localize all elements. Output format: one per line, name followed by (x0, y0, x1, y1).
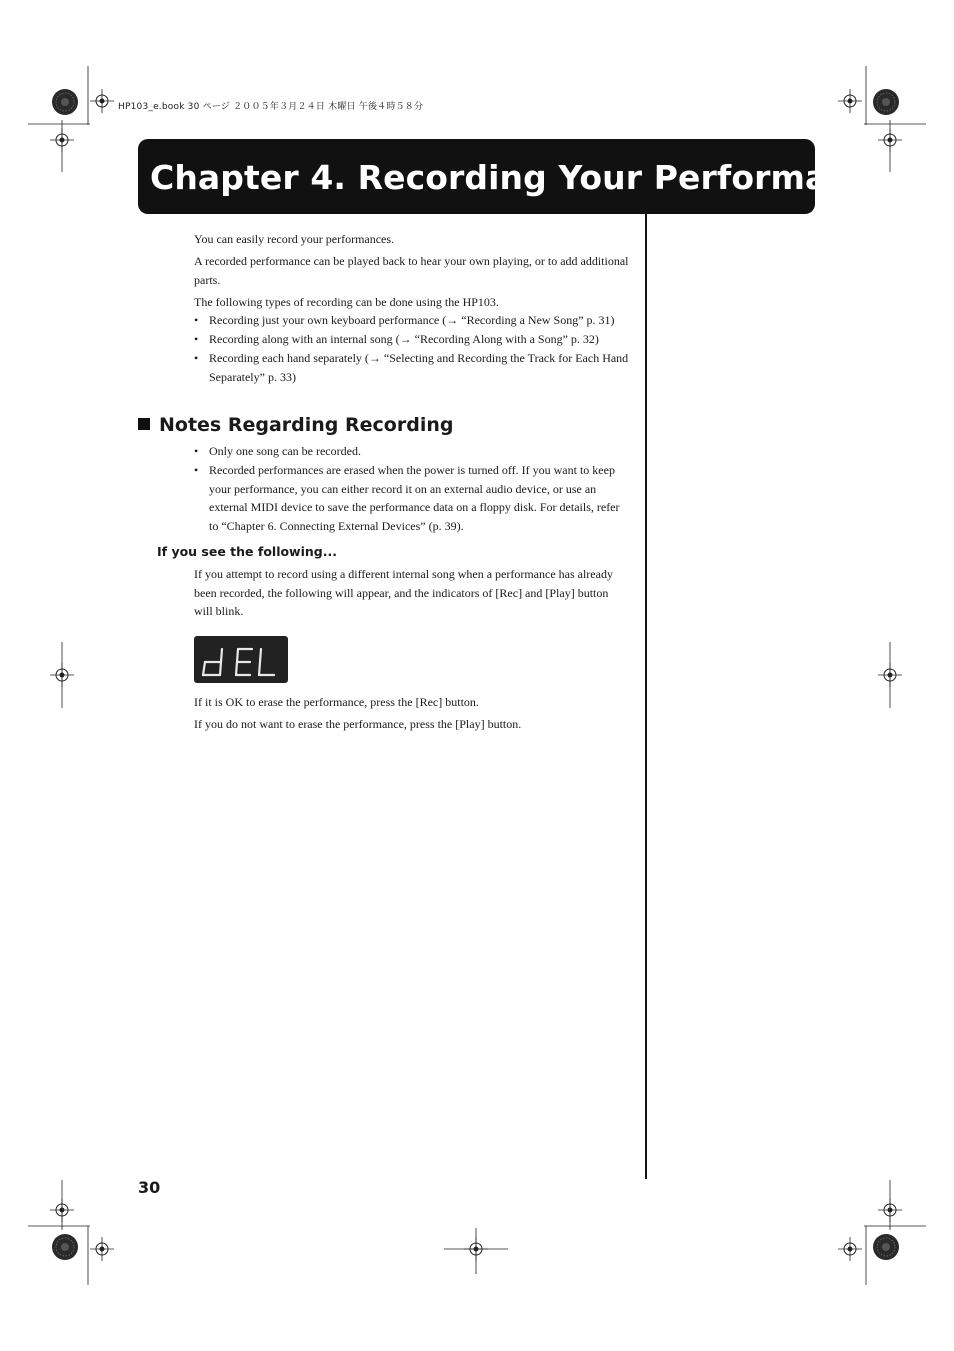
subsection-heading: If you see the following... (157, 544, 337, 559)
list-item-text: Recording along with an internal song (→ “Recording Along with a Song” p. 32) (209, 332, 599, 346)
section-heading-text: Notes Regarding Recording (159, 414, 454, 436)
subsection-paragraph-3: If you do not want to erase the performance, press the [Play] button. (194, 717, 522, 731)
intro-paragraph-2: A recorded performance can be played back to hear your own playing, or to add additional parts. (194, 254, 629, 287)
bullet-mark: • (194, 351, 199, 365)
print-header: HP103_e.book 30 ページ ２００５年３月２４日 木曜日 午後４時５８分 (118, 102, 424, 112)
page-number: 30 (138, 1178, 161, 1197)
bullet-mark: • (194, 332, 199, 346)
subsection-paragraph-1: If you attempt to record using a different internal song when a performance has already been recorded, the following will appear, and the indicators of [Rec] and [Play] button will blink. (194, 567, 613, 618)
bullet-mark: • (194, 444, 199, 458)
list-item-text: Recorded performances are erased when the power is turned off. If you want to keep your performance, you can either record it on an external audio device, or use an external MIDI device to save the performance data on a floppy disk. For details, refer to “Chapter 6. Connecting External Devices” (p. 39). (209, 463, 620, 533)
list-item-text: Only one song can be recorded. (209, 444, 361, 458)
bullet-mark: • (194, 313, 199, 327)
list-item-text: Recording just your own keyboard performance (→ “Recording a New Song” p. 31) (209, 313, 615, 327)
subsection-paragraph-2: If it is OK to erase the performance, press the [Rec] button. (194, 695, 479, 709)
chapter-title: Chapter 4. Recording Your Performance (150, 158, 894, 197)
intro-paragraph-1: You can easily record your performances. (194, 232, 395, 246)
intro-paragraph-3: The following types of recording can be done using the HP103. (194, 295, 499, 309)
bullet-mark: • (194, 463, 199, 477)
list-item-text: Recording each hand separately (→ “Selecting and Recording the Track for Each Hand Separately” p. 33) (209, 351, 629, 384)
